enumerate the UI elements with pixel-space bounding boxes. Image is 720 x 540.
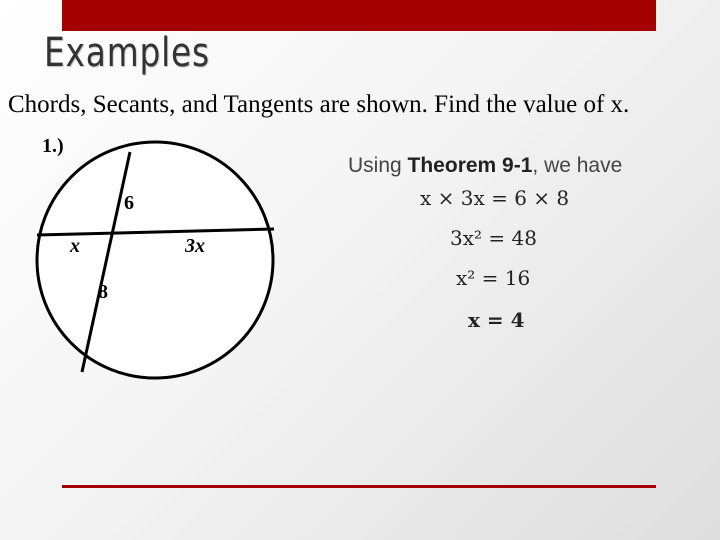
- circle: [37, 142, 273, 378]
- solution-step-1: x × 3x = 6 × 8: [420, 186, 570, 210]
- title-accent-bar: [62, 0, 656, 31]
- solution-answer: x = 4: [468, 308, 525, 332]
- solution-step-3: x² = 16: [456, 266, 531, 290]
- label-left-segment: x: [70, 235, 80, 257]
- circle-chords-diagram: [20, 140, 290, 400]
- instructions-text: Chords, Secants, and Tangents are shown. Find the value of x.: [8, 91, 630, 118]
- solution-panel: [348, 154, 623, 332]
- problem-number: 1.): [42, 135, 64, 157]
- label-top-segment: 6: [124, 192, 134, 214]
- label-bottom-segment: 8: [98, 281, 108, 303]
- footer-accent-line: [62, 485, 656, 488]
- slide-title: Examples: [44, 30, 210, 76]
- label-right-segment: 3x: [185, 235, 205, 257]
- solution-step-2: 3x² = 48: [450, 226, 537, 250]
- solution-intro: Using Theorem 9-1, we have: [348, 154, 623, 177]
- theorem-name: Theorem 9-1: [407, 154, 533, 177]
